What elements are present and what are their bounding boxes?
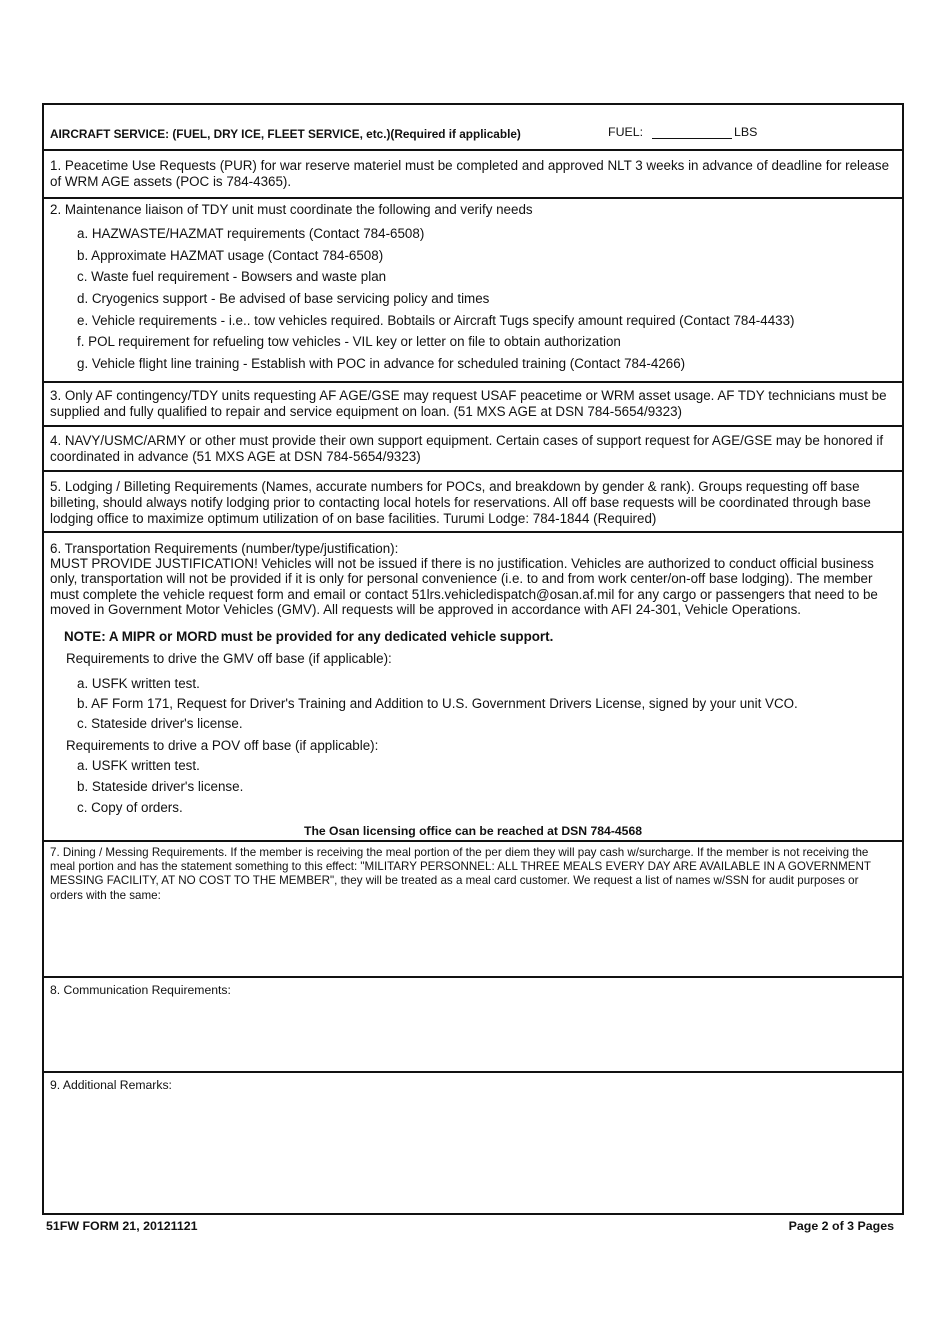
section-3-text: 3. Only AF contingency/TDY units requesting AF AGE/GSE may request USAF peacetime or WRM asset usage. AF TDY technicians must be supplied and fully qualified to repair and service equipment on loan. (51 MXS AGE at DSN 784-5654/9323) [50, 388, 887, 419]
list-item: a. HAZWASTE/HAZMAT requirements (Contact 784-6508) [77, 226, 425, 241]
section-1-text: 1. Peacetime Use Requests (PUR) for war reserve materiel must be completed and approved NLT 3 weeks in advance of deadline for release of WRM AGE assets (POC is 784-4365). [50, 158, 890, 189]
list-item: e. Vehicle requirements - i.e.. tow vehicles required. Bobtails or Aircraft Tugs specify amount required (Contact 784-4433) [77, 313, 795, 328]
section-4-text: 4. NAVY/USMC/ARMY or other must provide their own support equipment. Certain cases of support request for AGE/GSE may be honored if coordinated in advance (51 MXS AGE at DSN 784-5654/9323) [50, 433, 884, 464]
section-8-label: 8. Communication Requirements: [50, 983, 231, 997]
section-5 [44, 470, 902, 531]
section-1 [44, 149, 902, 197]
section-3 [44, 381, 902, 425]
list-item: g. Vehicle flight line training - Establish with POC in advance for scheduled training (Contact 784-4266) [77, 356, 686, 371]
fuel-unit: LBS [734, 125, 758, 139]
form-frame [42, 103, 904, 1215]
section-9[interactable] [44, 1071, 902, 1213]
section-6-note: NOTE: A MIPR or MORD must be provided for any dedicated vehicle support. [64, 629, 554, 644]
list-item: b. Stateside driver's license. [77, 779, 244, 794]
section-5-text: 5. Lodging / Billeting Requirements (Names, accurate numbers for POCs, and breakdown by gender & rank). Groups requesting off base billeting, should always notify lodging prior to contacting local hotels for reservations. All off base requests will be coordinated through base lodging office to maximize optimum utilization of on base facilities. Turumi Lodge: 784-1844 (Required) [50, 479, 871, 526]
section-7-text: 7. Dining / Messing Requirements. If the member is receiving the meal portion of the per diem they will pay cash w/surcharge. If the member is not receiving the meal portion and has the statement something to this effect: "MILITARY PERSONNEL: ALL THREE MEALS EVERY DAY ARE AVAILABLE IN A GOVERNMENT MESSING FACILITY, AT NO COST TO THE MEMBER", they will be treated as a meal card customer. We request a list of names w/SSN for audit purposes or orders with the same: [50, 846, 871, 902]
form-id: 51FW FORM 21, 20121121 [46, 1219, 198, 1233]
section-8[interactable] [44, 976, 902, 1071]
list-item: c. Waste fuel requirement - Bowsers and waste plan [77, 269, 387, 284]
list-item: a. USFK written test. [77, 758, 200, 773]
gmv-heading: Requirements to drive the GMV off base (if applicable): [66, 651, 392, 666]
list-item: c. Copy of orders. [77, 800, 183, 815]
licensing-office-note: The Osan licensing office can be reached at DSN 784-4568 [304, 824, 642, 838]
section-6-heading: 6. Transportation Requirements (number/type/justification): [50, 541, 399, 556]
fuel-label: FUEL: [608, 125, 644, 139]
pov-heading: Requirements to drive a POV off base (if applicable): [66, 738, 379, 753]
list-item: d. Cryogenics support - Be advised of base servicing policy and times [77, 291, 490, 306]
list-item: a. USFK written test. [77, 676, 200, 691]
section-7[interactable] [44, 840, 902, 976]
section-6-body: MUST PROVIDE JUSTIFICATION! Vehicles will not be issued if there is no justification. Vehicles are authorized to conduct official business only, transportation will not be provided if it is only for personal convenience (i.e. to and from work center/on-off base lodging). The member must complete the vehicle request form and email or contact 51lrs.vehicledispatch@osan.af.mil for any cargo or passengers that need to be moved in Government Motor Vehicles (GMV). All requests will be approved in accordance with AFI 24-301, Vehicle Operations. [50, 556, 878, 617]
list-item: b. Approximate HAZMAT usage (Contact 784-6508) [77, 248, 384, 263]
aircraft-service-row [44, 105, 902, 149]
list-item: c. Stateside driver's license. [77, 716, 243, 731]
fuel-input[interactable] [652, 138, 732, 139]
aircraft-service-label: AIRCRAFT SERVICE: (FUEL, DRY ICE, FLEET SERVICE, etc.)(Required if applicable) [50, 127, 521, 141]
section-2-intro: 2. Maintenance liaison of TDY unit must coordinate the following and verify needs [50, 202, 533, 217]
list-item: f. POL requirement for refueling tow vehicles - VIL key or letter on file to obtain authorization [77, 334, 621, 349]
list-item: b. AF Form 171, Request for Driver's Training and Addition to U.S. Government Drivers License, signed by your unit VCO. [77, 696, 798, 711]
section-9-label: 9. Additional Remarks: [50, 1078, 172, 1092]
section-6 [44, 531, 902, 840]
page-number: Page 2 of 3 Pages [788, 1219, 894, 1233]
section-4 [44, 425, 902, 470]
section-2 [44, 197, 902, 381]
